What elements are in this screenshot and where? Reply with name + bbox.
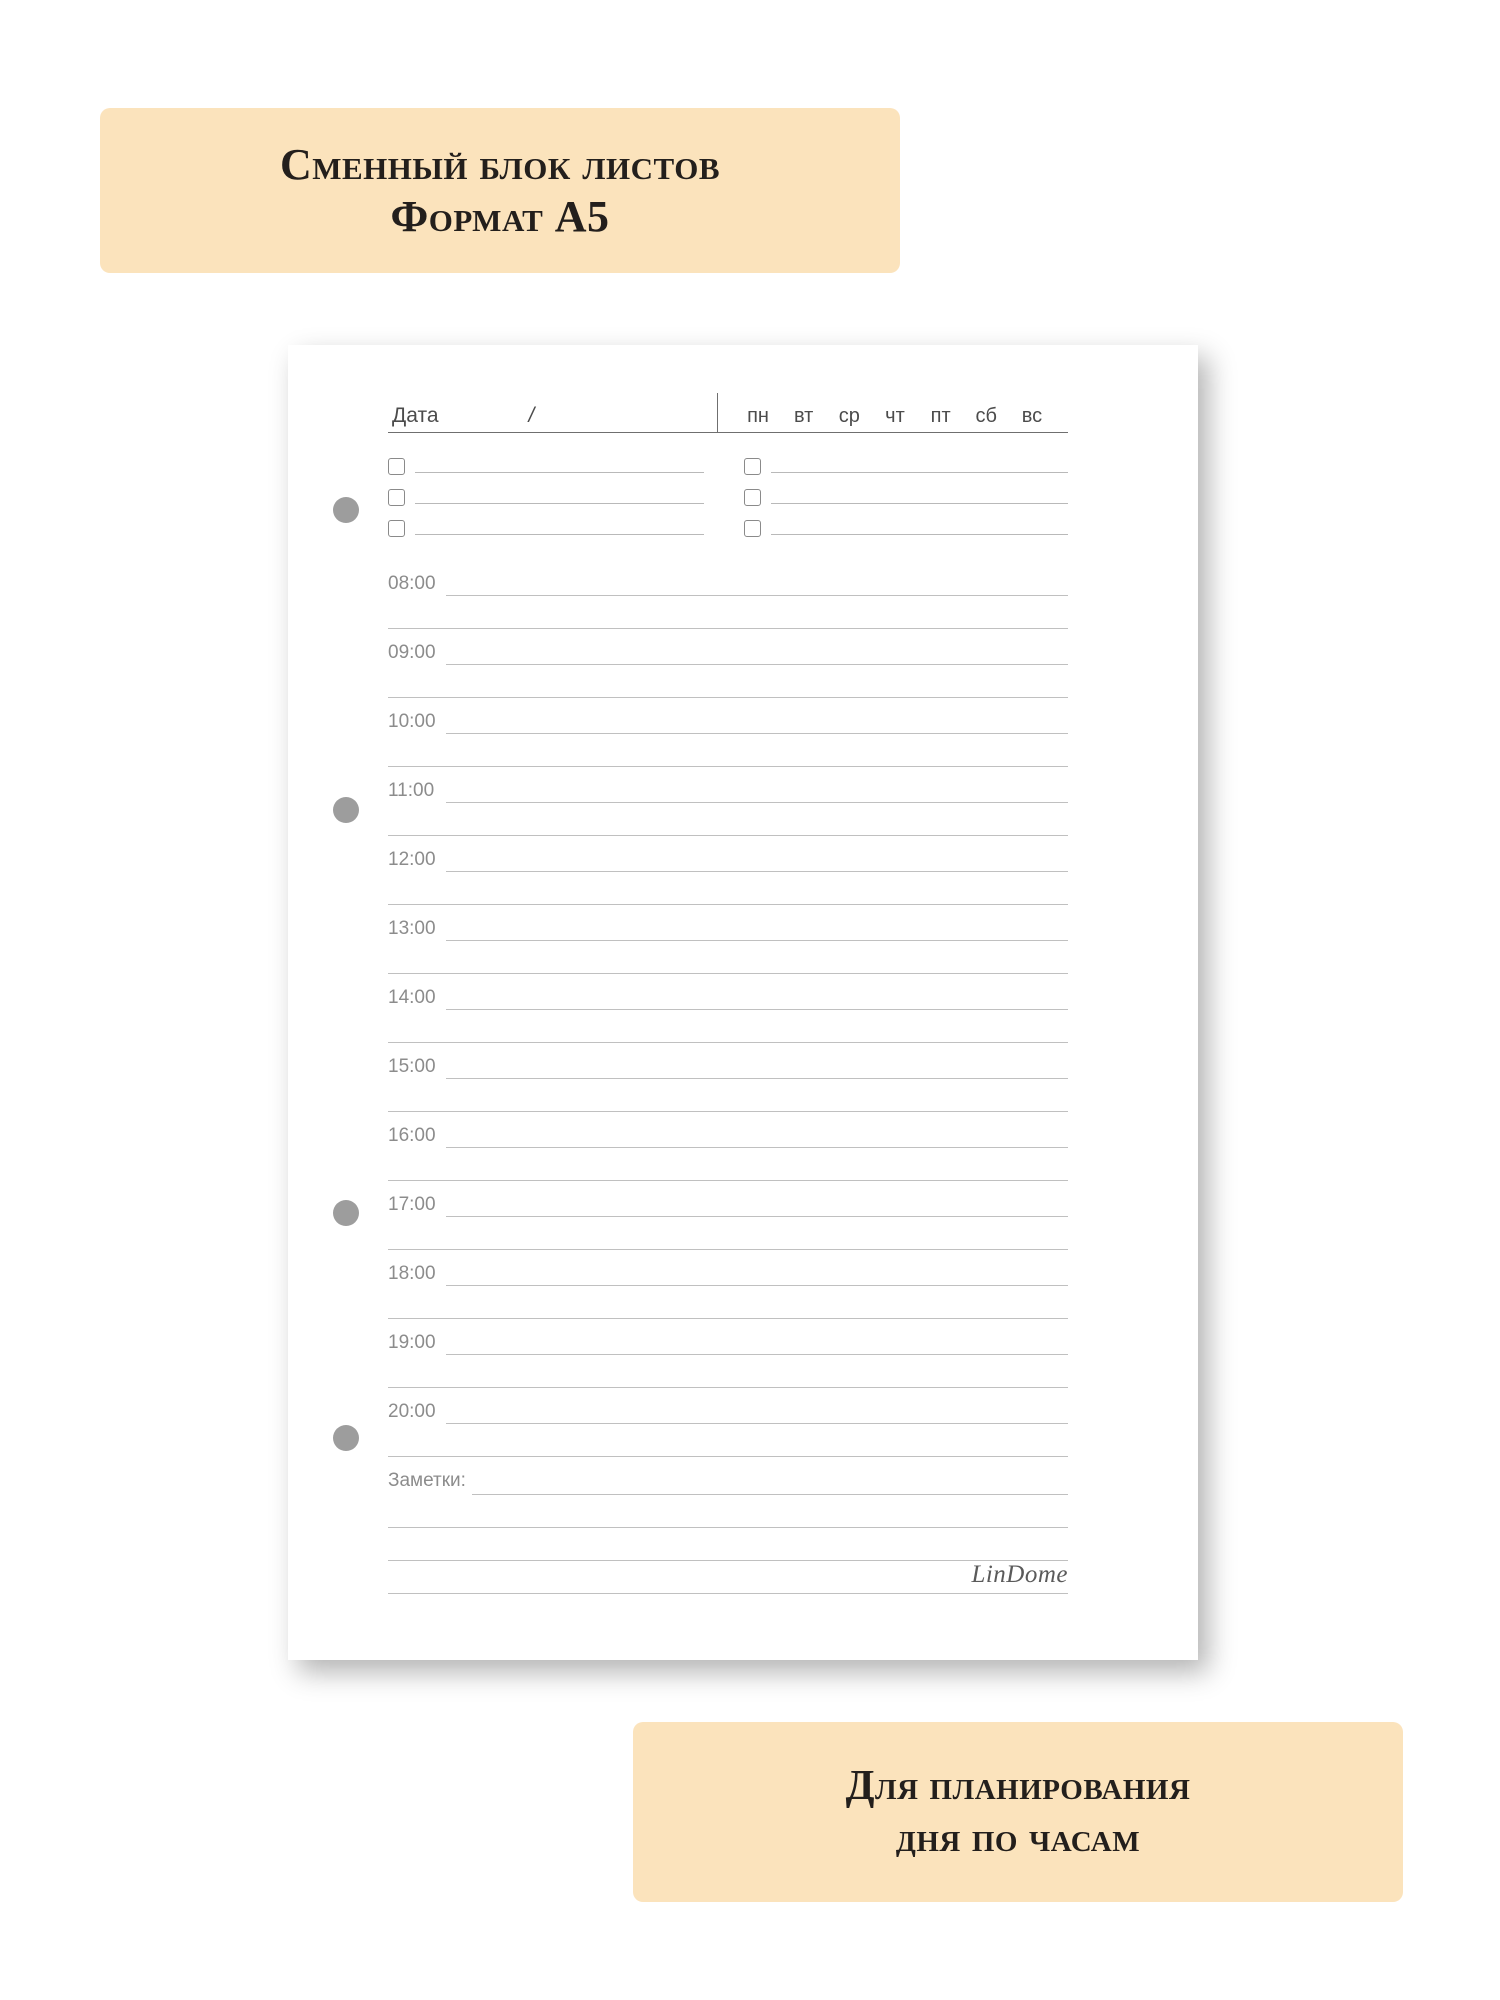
hour-write-line[interactable]	[446, 559, 1068, 596]
task-write-line[interactable]	[771, 489, 1068, 504]
task-row[interactable]	[388, 482, 712, 513]
date-separator: /	[528, 404, 535, 427]
task-write-line[interactable]	[415, 489, 704, 504]
weekday-fri[interactable]: пт	[930, 405, 951, 427]
ring-hole-2	[333, 797, 359, 823]
half-hour-write-line[interactable]	[388, 1355, 1068, 1388]
task-column-left	[388, 451, 712, 544]
hour-block	[388, 1043, 1068, 1112]
task-row[interactable]	[744, 482, 1068, 513]
hour-label: 09:00	[388, 642, 436, 663]
hour-row[interactable]	[388, 767, 1068, 803]
hour-write-line[interactable]	[446, 1387, 1068, 1424]
ring-hole-4	[333, 1425, 359, 1451]
half-hour-write-line[interactable]	[388, 1217, 1068, 1250]
hour-label: 10:00	[388, 711, 436, 732]
task-write-line[interactable]	[415, 458, 704, 473]
task-area	[388, 451, 1068, 544]
weekday-thu[interactable]: чт	[885, 405, 905, 427]
hour-row[interactable]	[388, 560, 1068, 596]
half-hour-write-line[interactable]	[388, 665, 1068, 698]
hour-label: 20:00	[388, 1401, 436, 1422]
sheet-content	[388, 393, 1068, 1613]
hour-block	[388, 629, 1068, 698]
hour-write-line[interactable]	[446, 697, 1068, 734]
hour-label: 12:00	[388, 849, 436, 870]
planner-sheet	[288, 345, 1198, 1660]
date-header	[388, 393, 1068, 433]
hour-label: 08:00	[388, 573, 436, 594]
hour-label: 17:00	[388, 1194, 436, 1215]
promo-banner-top-line2: Формат А5	[390, 191, 610, 241]
weekday-wed[interactable]: ср	[838, 405, 860, 427]
checkbox-icon[interactable]	[388, 489, 405, 506]
hour-row[interactable]	[388, 1388, 1068, 1424]
hour-row[interactable]	[388, 1181, 1068, 1217]
half-hour-write-line[interactable]	[388, 1010, 1068, 1043]
task-row[interactable]	[744, 513, 1068, 544]
hour-block	[388, 1250, 1068, 1319]
hour-block	[388, 1388, 1068, 1457]
promo-banner-bottom-line1: Для планирования	[845, 1762, 1191, 1809]
half-hour-write-line[interactable]	[388, 803, 1068, 836]
hour-label: 14:00	[388, 987, 436, 1008]
notes-section	[388, 1459, 1068, 1594]
hour-block	[388, 1181, 1068, 1250]
hour-label: 11:00	[388, 780, 435, 801]
hour-block	[388, 974, 1068, 1043]
hour-block	[388, 1319, 1068, 1388]
hour-label: 13:00	[388, 918, 436, 939]
half-hour-write-line[interactable]	[388, 1424, 1068, 1457]
hour-row[interactable]	[388, 1319, 1068, 1355]
hour-row[interactable]	[388, 836, 1068, 872]
weekday-sat[interactable]: сб	[975, 405, 998, 427]
half-hour-write-line[interactable]	[388, 1079, 1068, 1112]
hour-block	[388, 1112, 1068, 1181]
hour-row[interactable]	[388, 1250, 1068, 1286]
hour-write-line[interactable]	[446, 766, 1068, 803]
hour-write-line[interactable]	[446, 1042, 1068, 1079]
promo-banner-bottom	[633, 1722, 1403, 1902]
notes-write-line[interactable]	[388, 1528, 1068, 1561]
date-field[interactable]	[388, 393, 718, 432]
hour-block	[388, 560, 1068, 629]
checkbox-icon[interactable]	[744, 458, 761, 475]
hour-row[interactable]	[388, 905, 1068, 941]
hour-write-line[interactable]	[446, 1249, 1068, 1286]
hour-label: 19:00	[388, 1332, 436, 1353]
task-row[interactable]	[388, 513, 712, 544]
hour-row[interactable]	[388, 698, 1068, 734]
hour-block	[388, 767, 1068, 836]
half-hour-write-line[interactable]	[388, 941, 1068, 974]
brand-logo: LinDome	[959, 1561, 1068, 1589]
notes-write-line[interactable]	[388, 1495, 1068, 1528]
hour-row[interactable]	[388, 974, 1068, 1010]
half-hour-write-line[interactable]	[388, 596, 1068, 629]
hour-row[interactable]	[388, 1043, 1068, 1079]
weekday-selector	[718, 393, 1068, 432]
hour-write-line[interactable]	[446, 835, 1068, 872]
checkbox-icon[interactable]	[388, 520, 405, 537]
weekday-sun[interactable]: вс	[1021, 405, 1043, 427]
hour-write-line[interactable]	[446, 1111, 1068, 1148]
hour-label: 16:00	[388, 1125, 436, 1146]
hour-write-line[interactable]	[446, 904, 1068, 941]
half-hour-write-line[interactable]	[388, 1286, 1068, 1319]
ring-hole-1	[333, 497, 359, 523]
task-write-line[interactable]	[771, 520, 1068, 535]
task-write-line[interactable]	[771, 458, 1068, 473]
half-hour-write-line[interactable]	[388, 872, 1068, 905]
weekday-mon[interactable]: пн	[747, 405, 769, 427]
hour-row[interactable]	[388, 1112, 1068, 1148]
half-hour-write-line[interactable]	[388, 1148, 1068, 1181]
hour-block	[388, 698, 1068, 767]
ring-hole-3	[333, 1200, 359, 1226]
checkbox-icon[interactable]	[744, 489, 761, 506]
date-label: Дата	[392, 404, 439, 427]
hour-write-line[interactable]	[446, 1318, 1068, 1355]
promo-banner-bottom-line2: дня по часам	[895, 1815, 1141, 1861]
half-hour-write-line[interactable]	[388, 734, 1068, 767]
hour-write-line[interactable]	[446, 1180, 1068, 1217]
promo-banner-top	[100, 108, 900, 273]
weekday-tue[interactable]: вт	[793, 405, 814, 427]
notes-row[interactable]	[388, 1459, 1068, 1495]
hour-row[interactable]	[388, 629, 1068, 665]
checkbox-icon[interactable]	[744, 520, 761, 537]
task-write-line[interactable]	[415, 520, 704, 535]
hour-write-line[interactable]	[446, 973, 1068, 1010]
hour-label: 18:00	[388, 1263, 436, 1284]
hour-label: 15:00	[388, 1056, 436, 1077]
task-column-right	[744, 451, 1068, 544]
hour-block	[388, 836, 1068, 905]
notes-write-line[interactable]	[388, 1561, 1068, 1594]
notes-write-line[interactable]	[472, 1458, 1068, 1495]
hour-block	[388, 905, 1068, 974]
promo-banner-top-line1: Сменный блок листов	[279, 139, 721, 189]
hour-schedule	[388, 560, 1068, 1457]
hour-write-line[interactable]	[446, 628, 1068, 665]
checkbox-icon[interactable]	[388, 458, 405, 475]
task-row[interactable]	[388, 451, 712, 482]
notes-label: Заметки:	[388, 1470, 466, 1491]
task-row[interactable]	[744, 451, 1068, 482]
